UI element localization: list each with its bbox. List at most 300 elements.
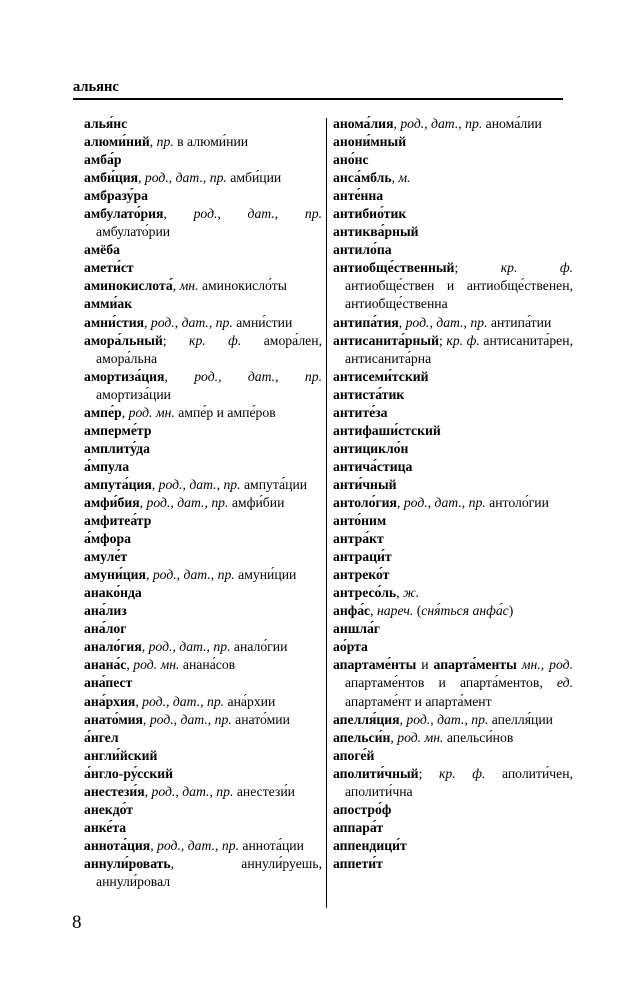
dictionary-entry: [84, 422, 322, 440]
dictionary-entry: [84, 187, 322, 205]
headword: аннота́ция: [84, 837, 151, 853]
right-column: [333, 115, 573, 873]
grammar-label: сня́ться анфа́с: [421, 603, 509, 619]
grammar-label: род.: [406, 711, 431, 727]
entry-text: ,: [175, 783, 183, 799]
headword: анони́мный: [333, 134, 407, 150]
entry-text: ,: [173, 711, 181, 727]
headword: апельси́н: [333, 729, 391, 745]
entry-text: аполити́чен, аполити́чна: [345, 765, 573, 799]
entry-text: ,: [141, 639, 149, 655]
entry-text: ,: [430, 711, 438, 727]
entry-text: ,: [390, 729, 398, 745]
headword: антипа́тия: [333, 314, 399, 330]
headword: антра́кт: [333, 531, 384, 547]
grammar-label: пр.: [216, 783, 234, 799]
dictionary-entry: [84, 494, 322, 512]
grammar-label: род.: [403, 494, 428, 510]
headword: амфитеа́тр: [84, 513, 152, 529]
entry-text: ,: [210, 567, 218, 583]
dictionary-entry: [333, 801, 573, 819]
entry-text: анало́гии: [230, 639, 288, 655]
grammar-label: кр. ф.: [189, 332, 242, 348]
entry-text: апартаме́нт и апарта́мент: [345, 693, 492, 709]
entry-text: ,: [207, 711, 215, 727]
entry-text: ;: [162, 332, 190, 348]
entry-text: антипа́тии: [487, 314, 552, 330]
headword: амора́льный: [84, 332, 163, 348]
grammar-label: пр.: [304, 368, 323, 384]
grammar-label: дат.: [189, 476, 217, 492]
dictionary-entry: [333, 620, 573, 638]
headword: антиста́тик: [333, 386, 405, 402]
headword: ампе́р: [84, 404, 122, 420]
dictionary-entry: [84, 295, 322, 313]
headword: антраци́т: [333, 549, 392, 565]
grammar-label: пр.: [211, 494, 229, 510]
dictionary-entry: [84, 151, 322, 169]
dictionary-entry: [333, 837, 573, 855]
dictionary-entry: [333, 566, 573, 584]
entry-text: анестези́и: [233, 783, 295, 799]
dictionary-entry: [84, 205, 322, 241]
header-rule: [73, 98, 563, 100]
dictionary-entry: [84, 458, 322, 476]
entry-text: ,: [138, 170, 145, 186]
entry-text: ,: [144, 314, 151, 330]
dictionary-entry: [333, 241, 573, 259]
grammar-label: дат.: [436, 314, 464, 330]
grammar-label: род.: [148, 639, 173, 655]
entry-text: ,: [168, 170, 176, 186]
grammar-label: мн.: [179, 278, 199, 294]
entry-text: апельси́нов: [443, 729, 514, 745]
grammar-label: кр. ф.: [500, 260, 573, 276]
headword: а́нгло-ру́сский: [84, 765, 173, 781]
headword: анекдо́т: [84, 801, 134, 817]
left-column: [84, 115, 322, 891]
dictionary-entry: [84, 530, 322, 548]
grammar-label: род.: [194, 368, 219, 384]
entry-text: ,: [121, 404, 129, 420]
dictionary-entry: [84, 765, 322, 783]
dictionary-entry: [84, 620, 322, 638]
entry-text: ,: [149, 134, 157, 150]
entry-text: (: [413, 603, 422, 619]
grammar-label: пр.: [223, 476, 241, 492]
dictionary-entry: [84, 476, 322, 494]
headword: аншла́г: [333, 621, 381, 637]
headword: амуни́ция: [84, 567, 146, 583]
dictionary-entry: [333, 855, 573, 873]
running-head: альянс: [73, 79, 119, 95]
entry-text: ,: [144, 783, 152, 799]
entry-text: ,: [145, 567, 153, 583]
entry-text: ,: [396, 494, 404, 510]
entry-text: ,: [399, 711, 407, 727]
headword: анто́ним: [333, 513, 387, 529]
grammar-label: дат.: [177, 494, 205, 510]
headword: анфа́с: [333, 603, 371, 619]
dictionary-entry: [333, 151, 573, 169]
grammar-label: дат.: [434, 494, 462, 510]
entry-text: ,: [163, 206, 194, 222]
entry-text: ,: [139, 494, 147, 510]
page-number: 8: [72, 912, 82, 933]
dictionary-entry: [84, 837, 322, 855]
entry-text: амфи́бии: [228, 494, 285, 510]
entry-text: антиобще́ствен и антиобще́ственен, антиобще́ственна: [345, 278, 573, 312]
headword: ампута́ция: [84, 476, 152, 492]
grammar-label: дат.: [182, 783, 210, 799]
entry-text: анома́лии: [482, 116, 542, 131]
entry-text: ,: [170, 494, 178, 510]
grammar-label: пр.: [471, 711, 489, 727]
grammar-label: пр.: [214, 711, 232, 727]
entry-text: ампе́р и ампе́ров: [174, 404, 276, 420]
grammar-label: ж.: [402, 585, 420, 601]
grammar-label: дат.: [175, 170, 203, 186]
grammar-label: род.: [158, 476, 183, 492]
entry-text: ;: [418, 765, 439, 781]
entry-text: ,: [204, 494, 212, 510]
dictionary-entry: [333, 729, 573, 747]
headword: амба́р: [84, 152, 122, 168]
grammar-label: нареч.: [376, 603, 414, 619]
entry-text: ;: [454, 260, 501, 276]
grammar-label: пр.: [465, 116, 483, 131]
dictionary-entry: [84, 801, 322, 819]
entry-text: ,: [370, 603, 377, 619]
entry-text: ;: [439, 332, 447, 348]
dictionary-entry: [333, 656, 573, 710]
grammar-label: дат.: [181, 314, 209, 330]
headword: анти́чный: [333, 476, 397, 492]
grammar-label: род. мн.: [128, 404, 175, 420]
dictionary-entry: [84, 783, 322, 801]
headword: антисанита́рный: [333, 332, 440, 348]
entry-text: антоло́гии: [485, 494, 549, 510]
entry-text: ,: [166, 693, 173, 709]
entry-text: амора́лен, амора́льна: [96, 332, 323, 366]
headword: анато́мия: [84, 711, 143, 727]
entry-text: в алюми́нии: [173, 134, 249, 150]
headword: аппара́т: [333, 819, 384, 835]
dictionary-entry: [84, 584, 322, 602]
headword: антича́стица: [333, 458, 413, 474]
entry-text: ,: [142, 711, 150, 727]
headword: аминокислота́: [84, 278, 173, 294]
headword: анало́гия: [84, 639, 142, 655]
headword: анестези́я: [84, 783, 145, 799]
entry-text: ,: [151, 476, 159, 492]
dictionary-entry: [333, 476, 573, 494]
entry-text: ,: [274, 206, 305, 222]
grammar-label: род. мн.: [133, 657, 180, 673]
dictionary-entry: [84, 674, 322, 692]
column-divider: [326, 118, 327, 908]
headword: антоло́гия: [333, 494, 397, 510]
entry-text: анато́мии: [231, 711, 290, 727]
grammar-label: род.: [146, 494, 171, 510]
dictionary-entry: [333, 711, 573, 729]
grammar-label: род.: [193, 206, 218, 222]
headword: антресо́ль: [333, 585, 397, 601]
headword: амперме́тр: [84, 422, 152, 438]
entry-text: ,: [461, 494, 469, 510]
entry-text: ,: [172, 278, 180, 294]
dictionary-entry: [333, 259, 573, 313]
entry-text: аннота́ции: [238, 837, 304, 853]
dictionary-entry: [84, 277, 322, 295]
entry-text: ,: [424, 116, 432, 131]
entry-text: ,: [135, 693, 143, 709]
grammar-label: пр.: [206, 693, 225, 709]
headword: англи́йский: [84, 747, 158, 763]
dictionary-entry: [333, 368, 573, 386]
grammar-label: дат.: [179, 639, 207, 655]
headword: амплиту́да: [84, 440, 150, 456]
entry-text: ,: [182, 476, 190, 492]
grammar-label: пр.: [215, 314, 233, 330]
headword: алья́нс: [84, 116, 128, 131]
grammar-label: пр.: [217, 567, 235, 583]
entry-text: , аннули́руешь, аннули́ровал: [96, 855, 322, 889]
dictionary-entry: [84, 133, 322, 151]
entry-text: ,: [275, 368, 305, 384]
entry-text: ,: [464, 711, 472, 727]
grammar-label: дат.: [180, 711, 208, 727]
headword: антите́за: [333, 404, 388, 420]
grammar-label: род.: [151, 783, 176, 799]
dictionary-entry: [84, 368, 322, 404]
dictionary-entry: [333, 440, 573, 458]
grammar-label: род.: [142, 693, 167, 709]
headword: антибио́тик: [333, 206, 407, 222]
headword: аппети́т: [333, 855, 383, 871]
headword: апарта́менты: [433, 657, 517, 673]
headword: аннули́ровать: [84, 855, 171, 871]
headword: анса́мбль: [333, 170, 392, 186]
entry-text: и: [416, 657, 434, 673]
entry-text: ампута́ции: [240, 476, 308, 492]
entry-text: ,: [126, 657, 134, 673]
grammar-label: род.: [405, 314, 430, 330]
dictionary-entry: [84, 259, 322, 277]
grammar-label: род.: [400, 116, 425, 131]
dictionary-entry: [84, 729, 322, 747]
entry-text: ,: [396, 585, 403, 601]
headword: анке́та: [84, 819, 127, 835]
entry-text: апартаме́нтов и апарта́ментов,: [345, 675, 557, 691]
headword: антиква́рный: [333, 224, 419, 240]
dictionary-entry: [84, 855, 322, 891]
grammar-label: род.: [157, 837, 181, 853]
dictionary-entry: [333, 602, 573, 620]
entry-text: амбулато́рии: [96, 224, 171, 240]
entry-text: ,: [216, 476, 224, 492]
headword: амуле́т: [84, 549, 128, 565]
entry-text: ,: [172, 639, 180, 655]
headword: амми́ак: [84, 296, 133, 312]
entry-text: ,: [427, 494, 435, 510]
entry-text: ): [508, 603, 514, 619]
grammar-label: дат.: [247, 368, 276, 384]
entry-text: ,: [218, 368, 248, 384]
dictionary-entry: [333, 223, 573, 241]
dictionary-entry: [333, 422, 573, 440]
entry-text: ,: [398, 314, 406, 330]
entry-text: ,: [150, 837, 158, 853]
grammar-label: ед.: [556, 675, 573, 691]
dictionary-entry: [333, 404, 573, 422]
entry-text: ,: [391, 170, 399, 186]
grammar-label: род.: [152, 567, 177, 583]
headword: амёба: [84, 242, 120, 258]
headword: амети́ст: [84, 260, 134, 276]
headword: антифаши́стский: [333, 422, 441, 438]
headword: аппендици́т: [333, 837, 407, 853]
entry-text: ,: [215, 837, 222, 853]
dictionary-entry: [84, 602, 322, 620]
headword: амбразу́ра: [84, 188, 148, 204]
dictionary-entry: [84, 314, 322, 332]
grammar-label: дат.: [172, 693, 201, 709]
dictionary-entry: [84, 440, 322, 458]
dictionary-entry: [84, 638, 322, 656]
entry-text: ,: [176, 567, 184, 583]
dictionary-entry: [333, 548, 573, 566]
dictionary-entry: [84, 512, 322, 530]
dictionary-entry: [84, 566, 322, 584]
dictionary-entry: [84, 169, 322, 187]
headword: амбулато́рия: [84, 206, 164, 222]
headword: апелля́ция: [333, 711, 400, 727]
grammar-label: род. мн.: [397, 729, 444, 745]
grammar-label: дат.: [187, 837, 215, 853]
headword: анте́нна: [333, 188, 384, 204]
dictionary-entry: [333, 169, 573, 187]
grammar-label: кр. ф.: [446, 332, 480, 348]
headword: ано́нс: [333, 152, 369, 168]
grammar-label: мн., род.: [521, 657, 573, 673]
grammar-label: род.: [149, 711, 174, 727]
dictionary-entry: [84, 115, 322, 133]
dictionary-entry: [333, 133, 573, 151]
headword: а́мфора: [84, 531, 131, 547]
entry-text: аминокисло́ты: [198, 278, 287, 294]
dictionary-entry: [333, 314, 573, 332]
dictionary-entry: [333, 187, 573, 205]
dictionary-entry: [333, 386, 573, 404]
grammar-label: м.: [398, 170, 411, 186]
headword: ана́рхия: [84, 693, 136, 709]
entry-text: ,: [458, 116, 466, 131]
entry-text: ,: [429, 314, 437, 330]
headword: апоге́й: [333, 747, 375, 763]
grammar-label: дат.: [247, 206, 275, 222]
entry-text: ,: [206, 639, 214, 655]
entry-text: амортиза́ции: [96, 386, 172, 402]
dictionary-entry: [333, 332, 573, 368]
entry-text: апелля́ции: [488, 711, 553, 727]
dictionary-entry: [333, 530, 573, 548]
dictionary-entry: [84, 241, 322, 259]
grammar-label: пр.: [304, 206, 322, 222]
dictionary-entry: [333, 765, 573, 801]
dictionary-entry: [333, 494, 573, 512]
entry-text: ана́рхии: [224, 693, 276, 709]
grammar-label: пр.: [156, 134, 174, 150]
entry-text: амби́ции: [226, 170, 282, 186]
grammar-label: род.: [150, 314, 175, 330]
headword: антиобще́ственный: [333, 260, 455, 276]
dictionary-entry: [84, 819, 322, 837]
headword: апостро́ф: [333, 801, 392, 817]
grammar-label: дат.: [431, 116, 459, 131]
dictionary-entry: [84, 711, 322, 729]
grammar-label: пр.: [213, 639, 231, 655]
headword: а́мпула: [84, 458, 130, 474]
headword: антисеми́тский: [333, 368, 429, 384]
headword: амни́стия: [84, 314, 145, 330]
grammar-label: пр.: [221, 837, 239, 853]
headword: антило́па: [333, 242, 392, 258]
dictionary-entry: [333, 115, 573, 133]
headword: алюми́ний: [84, 134, 150, 150]
dictionary-entry: [333, 747, 573, 765]
entry-text: анана́сов: [179, 657, 236, 673]
entry-text: ,: [217, 206, 248, 222]
headword: анана́с: [84, 657, 127, 673]
headword: ана́лог: [84, 621, 127, 637]
headword: амфи́бия: [84, 494, 140, 510]
dictionary-entry: [333, 638, 573, 656]
entry-text: ,: [164, 368, 195, 384]
dictionary-entry: [333, 205, 573, 223]
dictionary-entry: [84, 747, 322, 765]
headword: ана́лиз: [84, 603, 127, 619]
headword: антреко́т: [333, 567, 390, 583]
entry-text: антисанита́рен, антисанита́рна: [345, 332, 573, 366]
grammar-label: пр.: [209, 170, 227, 186]
entry-text: ,: [393, 116, 401, 131]
entry-text: ,: [174, 314, 182, 330]
grammar-label: дат.: [183, 567, 211, 583]
entry-text: ,: [209, 783, 217, 799]
entry-text: амуни́ции: [234, 567, 297, 583]
entry-text: амни́стии: [232, 314, 293, 330]
headword: амортиза́ция: [84, 368, 165, 384]
headword: ана́пест: [84, 675, 133, 691]
headword: апартаме́нты: [333, 657, 417, 673]
entry-text: ,: [200, 693, 207, 709]
grammar-label: дат.: [437, 711, 465, 727]
headword: а́нгел: [84, 729, 119, 745]
headword: анако́нда: [84, 585, 142, 601]
entry-text: ,: [208, 314, 216, 330]
headword: аполити́чный: [333, 765, 419, 781]
dictionary-entry: [333, 819, 573, 837]
dictionary-entry: [84, 548, 322, 566]
entry-text: ,: [202, 170, 210, 186]
dictionary-entry: [84, 656, 322, 674]
headword: антицикло́н: [333, 440, 409, 456]
grammar-label: кр. ф.: [438, 765, 486, 781]
grammar-label: пр.: [468, 494, 486, 510]
dictionary-entry: [333, 584, 573, 602]
entry-text: ,: [463, 314, 471, 330]
